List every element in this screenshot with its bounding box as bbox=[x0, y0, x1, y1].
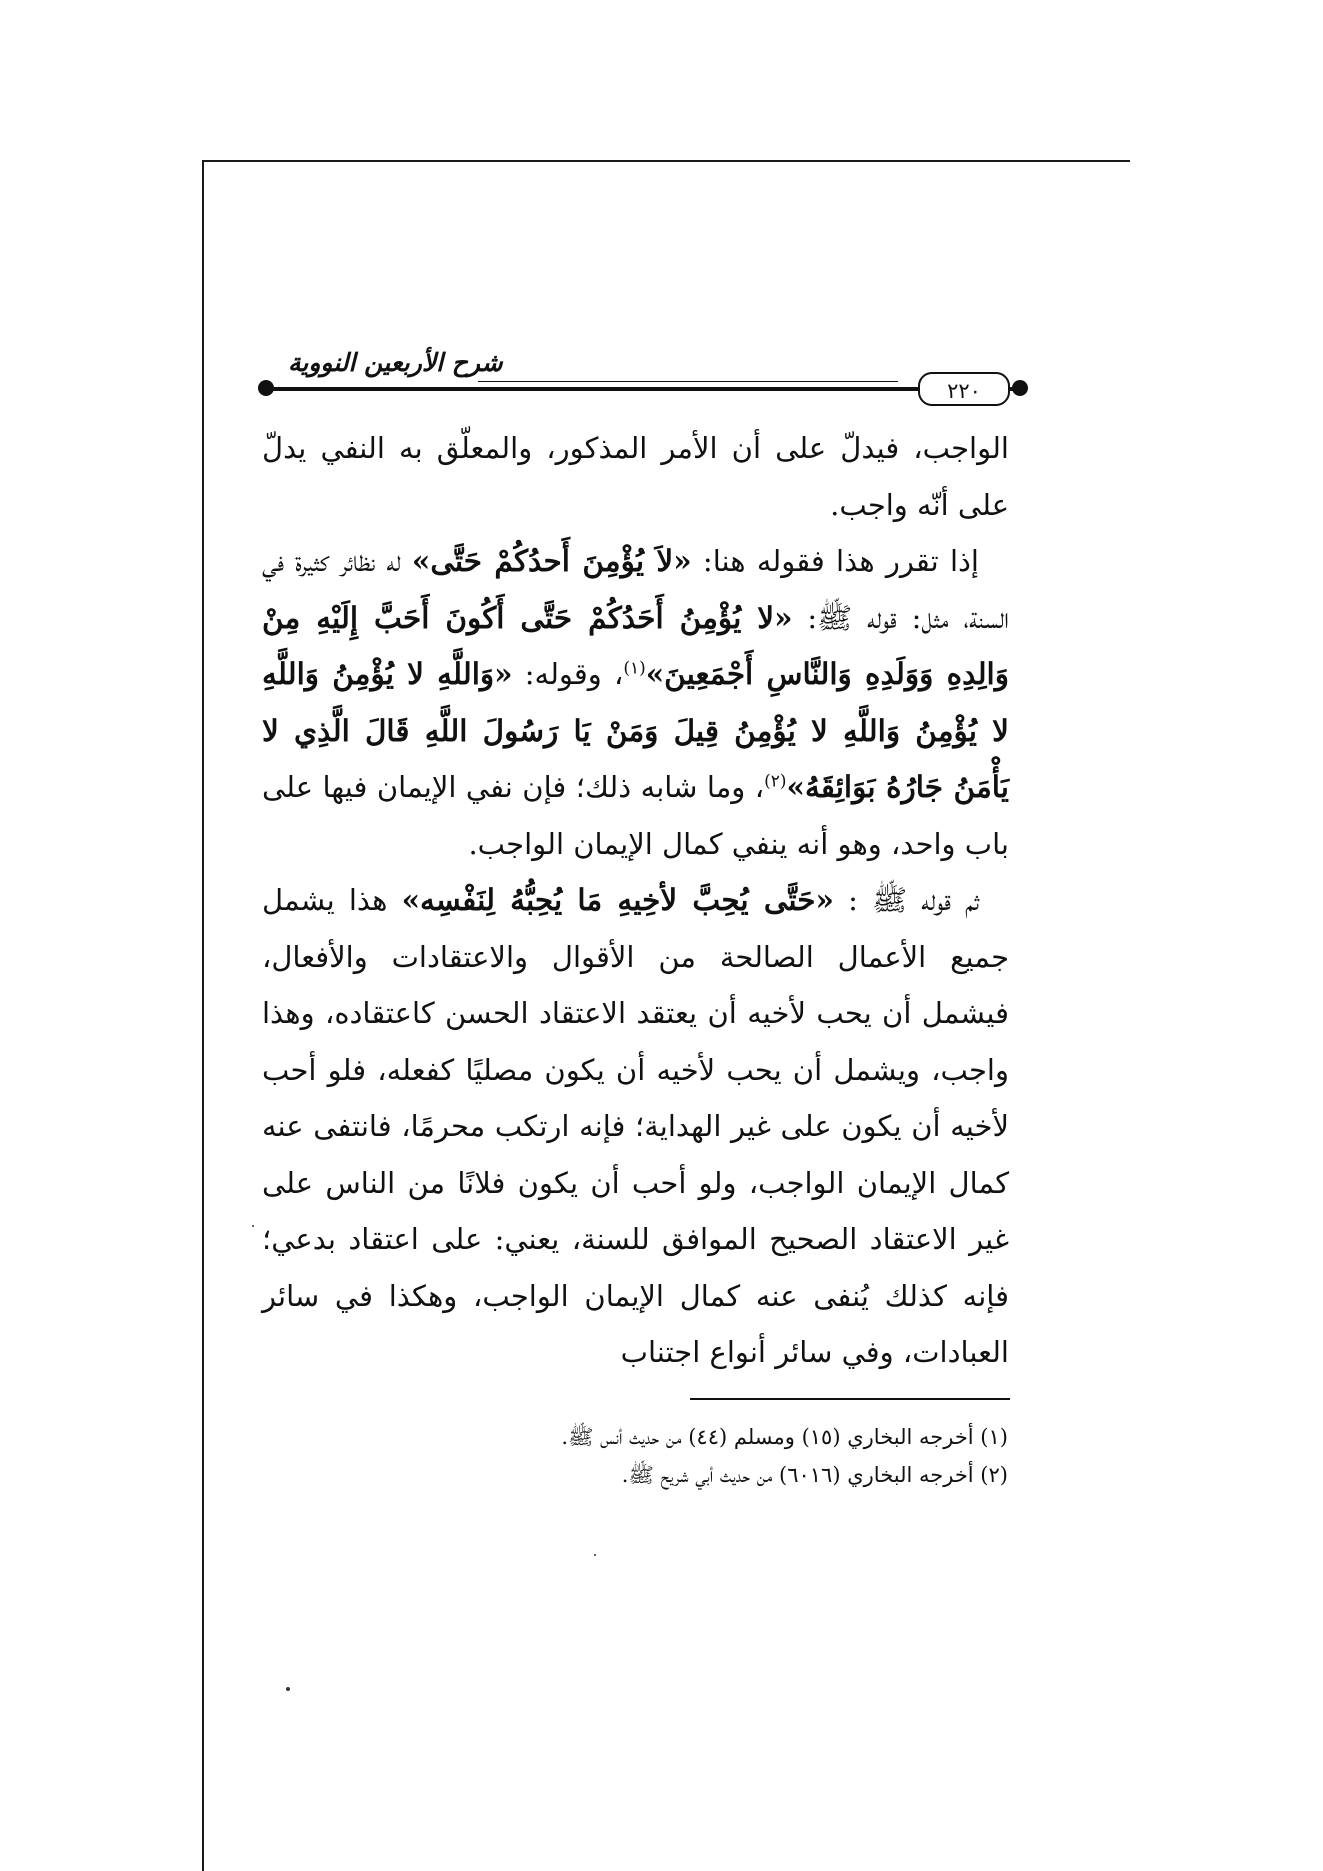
header-thin-rule bbox=[478, 381, 898, 382]
paragraph-2 bbox=[262, 533, 1009, 872]
scan-frame-left-line bbox=[202, 160, 204, 1871]
hadith-quote-3: «وَاللَّهِ لا يُؤْمِنُ وَاللَّهِ لا يُؤْمِنُ وَاللَّهِ لا يُؤْمِنُ قِيلَ وَمَنْ يَا رَسُولَ اللَّهِ قَالَ الَّذِي لا يَأْمَنُ جَارُهُ بَوَائِقَهُ» bbox=[262, 656, 1009, 804]
footnote-separator bbox=[690, 1398, 1010, 1400]
scan-speck bbox=[286, 1687, 290, 1691]
paragraph-1: الواجب، فيدلّ على أن الأمر المذكور، والمعلّق به النفي يدلّ على أنّه واجب. bbox=[262, 431, 1009, 522]
scan-speck bbox=[594, 1554, 596, 1556]
footnote-1: (١) أخرجه البخاري (١٥) ومسلم (٤٤) من حديث أنس ﷺ. bbox=[561, 1425, 1008, 1449]
book-title: شرح الأربعين النووية bbox=[288, 348, 503, 377]
header-ornament-right bbox=[1012, 380, 1028, 396]
header-ornament-left bbox=[258, 380, 274, 396]
footnote-ref-2[interactable]: (٢) bbox=[764, 771, 787, 792]
hadith-quote-2: «لا يُؤْمِنُ أَحَدُكُمْ حَتَّى أَكُونَ أَحَبَّ إِلَيْهِ مِنْ وَالِدِهِ وَوَلَدِهِ وَالنَّاسِ أَجْمَعِينَ» bbox=[262, 599, 1009, 691]
para2-end: ، وما شابه ذلك؛ فإن نفي الإيمان فيها على باب واحد، وهو أنه ينفي كمال الإيمان الواجب. bbox=[262, 770, 1009, 861]
paragraph-3 bbox=[262, 872, 1009, 1381]
para2-mid1: له نظائر كثيرة في السنة، مثل: قوله ﷺ: bbox=[262, 544, 1009, 635]
hadith-quote-4: «حَتَّى يُحِبَّ لأخِيهِ مَا يُحِبُّهُ لِنَفْسِه» bbox=[401, 882, 834, 917]
footnotes bbox=[400, 1418, 1008, 1494]
header-rule bbox=[264, 387, 1022, 391]
para3-intro: ثم قوله ﷺ : bbox=[833, 883, 979, 917]
footnote-ref-1[interactable]: (١) bbox=[623, 658, 646, 679]
para2-intro: إذا تقرر هذا فقوله هنا: bbox=[691, 544, 979, 578]
para3-rest: هذا يشمل جميع الأعمال الصالحة من الأقوال والاعتقادات والأفعال، فيشمل أن يحب لأخيه أن يعتقد الاعتقاد الحسن كاعتقاده، وهذا واجب، ويشمل أن يحب لأخيه أن يكون مصليًا كفعله، فلو أحب لأخيه أن يكون على غير الهداية؛ فإنه ارتكب محرمًا، فانتفى عنه كمال الإيمان الواجب، ولو أحب أن يكون فلانًا من الناس على غير الاعتقاد الصحيح الموافق للسنة، يعني: على اعتقاد بدعي؛ فإنه كذلك يُنفى عنه كمال الإيمان الواجب، وهكذا في سائر العبادات، وفي سائر أنواع اجتناب bbox=[262, 883, 1009, 1369]
scan-frame-top-line bbox=[202, 160, 1130, 162]
para2-mid2: ، وقوله: bbox=[512, 657, 624, 691]
page-number: ٢٢٠ bbox=[918, 372, 1010, 406]
page-body bbox=[262, 420, 1009, 1381]
hadith-quote-1: «لاَ يُؤْمِنَ أَحدُكُمْ حَتَّى» bbox=[411, 543, 692, 578]
scan-speck bbox=[252, 1225, 254, 1227]
running-header bbox=[258, 348, 1028, 408]
footnote-2: (٢) أخرجه البخاري (٦٠١٦) من حديث أبي شريح ﷺ. bbox=[621, 1463, 1008, 1487]
